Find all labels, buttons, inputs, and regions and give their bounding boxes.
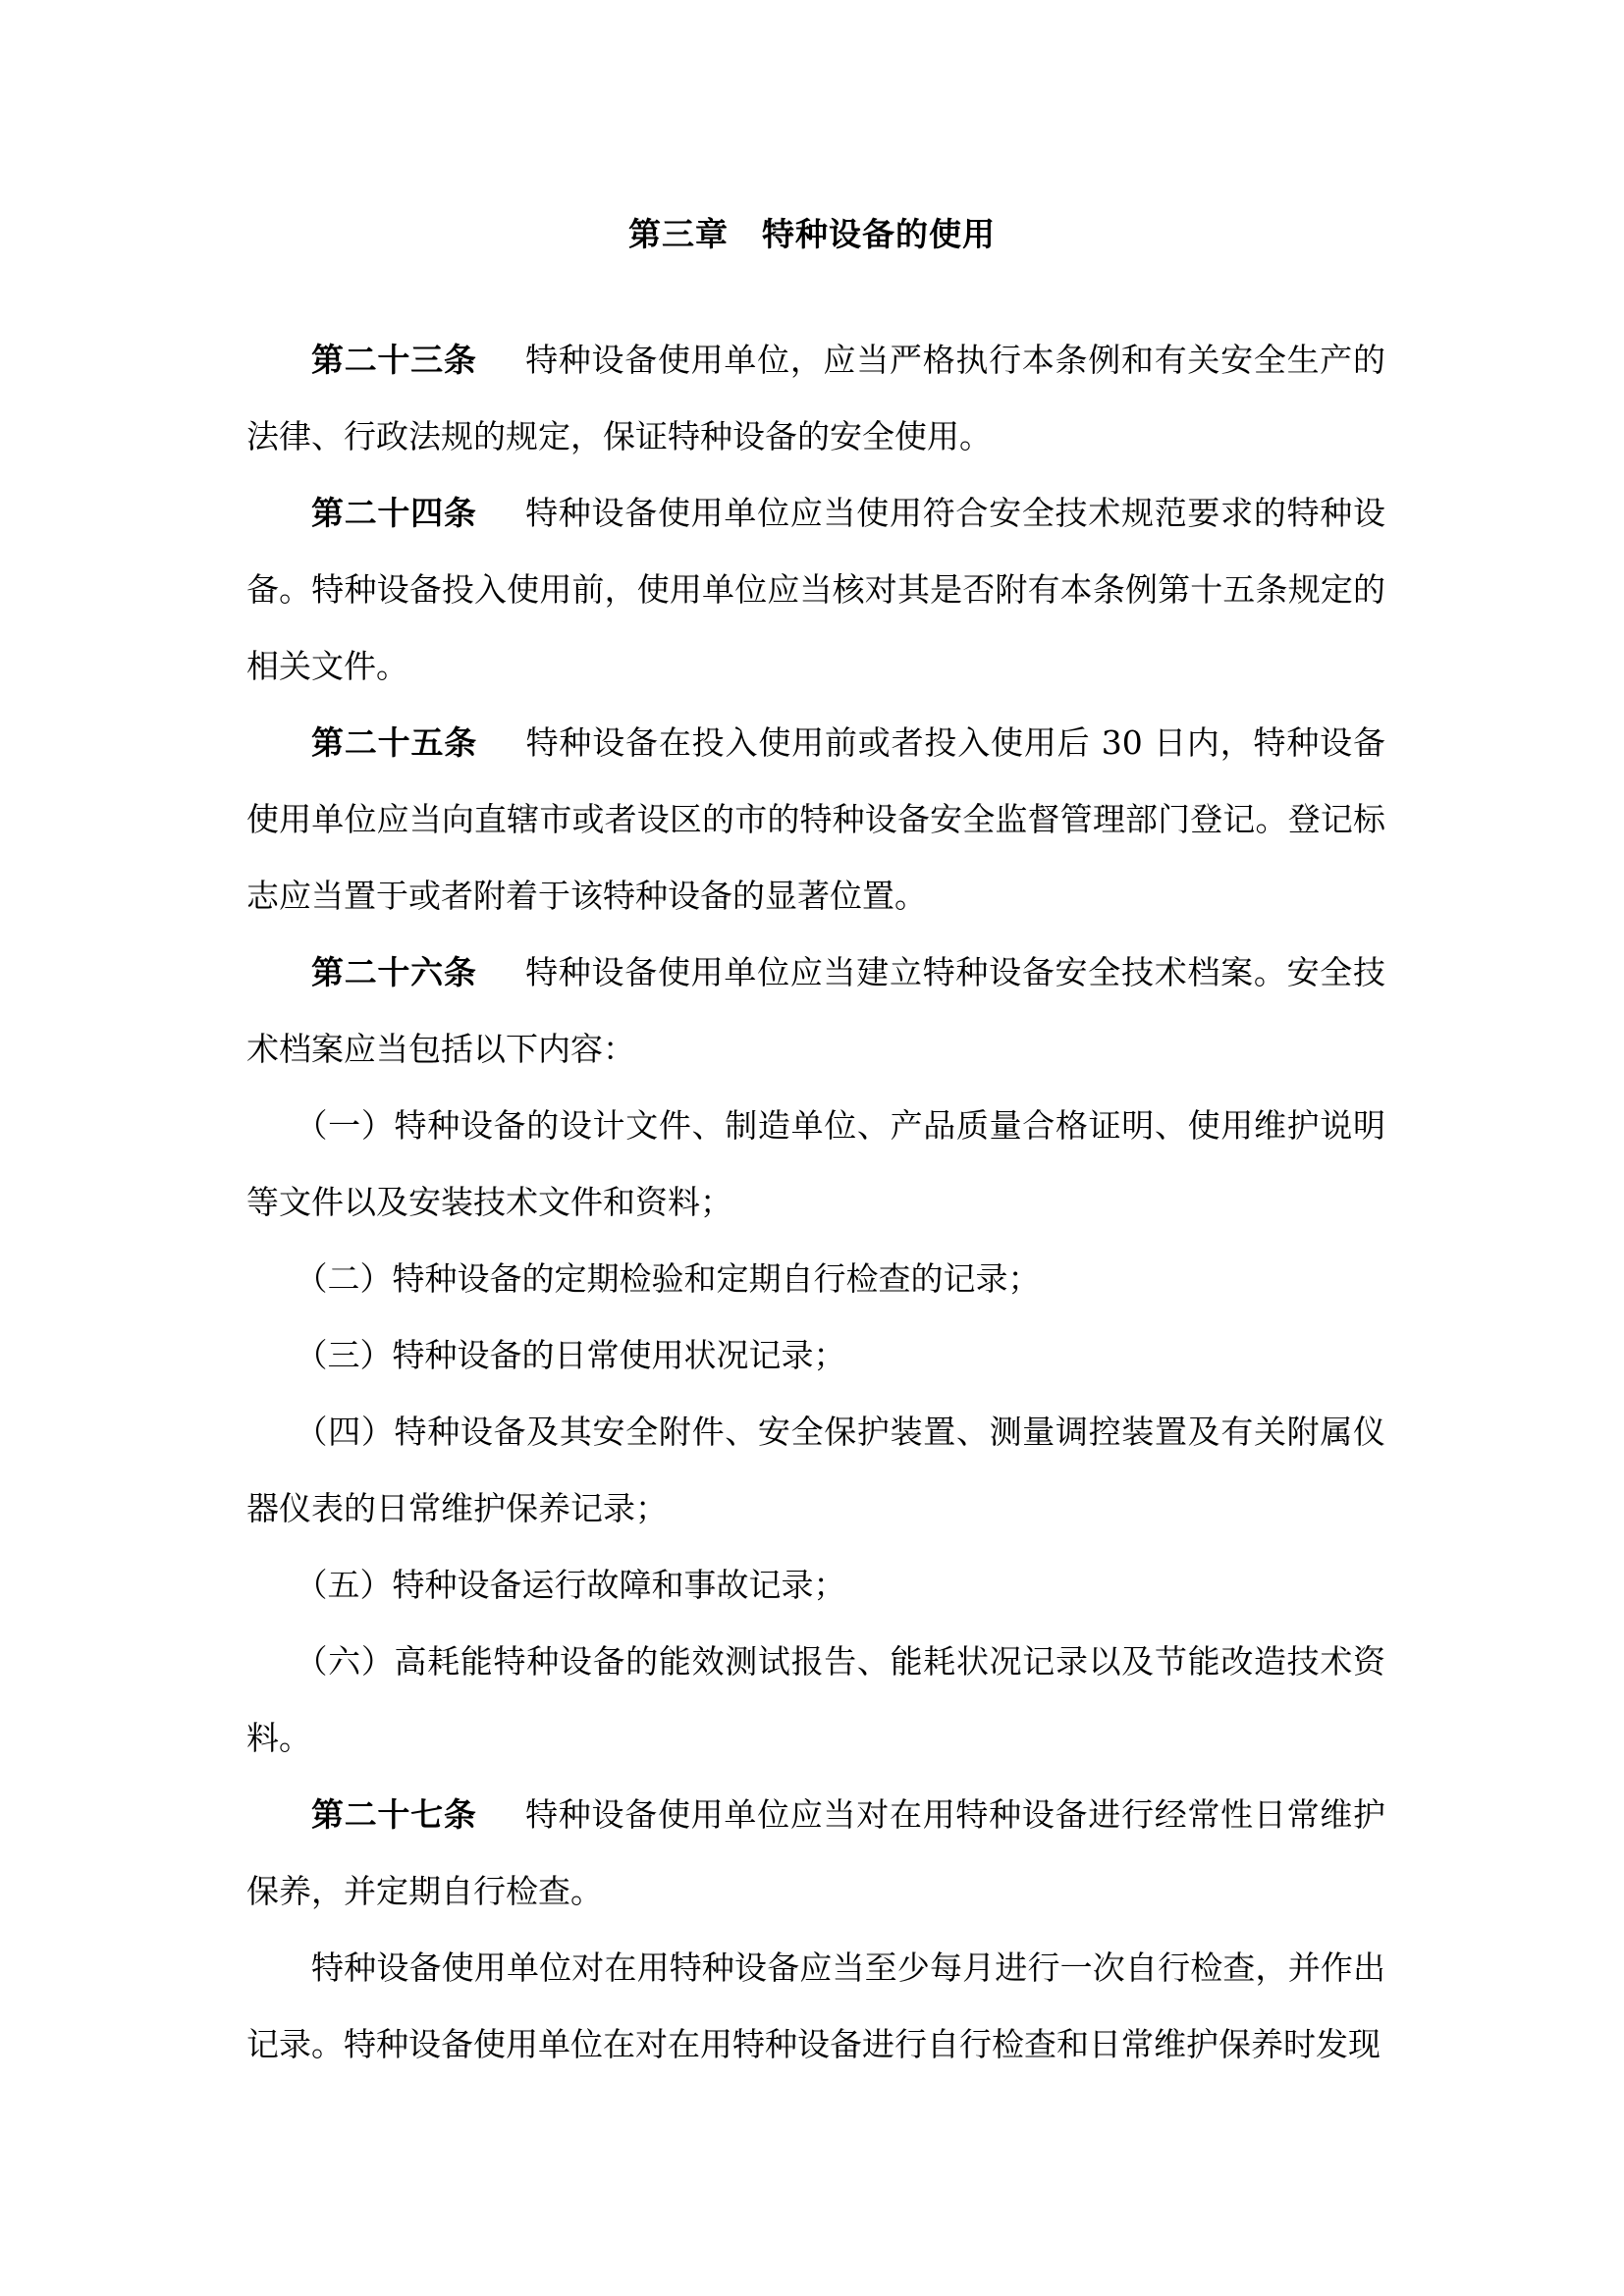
article-number: 第二十七条 (311, 1795, 477, 1834)
article-27 (246, 1777, 1385, 1930)
list-item-4: （四）特种设备及其安全附件、安全保护装置、测量调控装置及有关附属仪器仪表的日常维护保养记录； (246, 1413, 1385, 1527)
article-24 (246, 475, 1385, 705)
list-item-1: （一）特种设备的设计文件、制造单位、产品质量合格证明、使用维护说明等文件以及安装技术文件和资料； (246, 1106, 1385, 1221)
paragraph-continuation: 特种设备使用单位对在用特种设备应当至少每月进行一次自行检查，并作出记录。特种设备使用单位在对在用特种设备进行自行检查和日常维护保养时发现 (246, 1949, 1385, 2063)
article-number: 第二十三条 (311, 341, 477, 379)
list-item-2: （二）特种设备的定期检验和定期自行检查的记录； (295, 1259, 1041, 1298)
article-number: 第二十四条 (311, 494, 477, 532)
document-body (246, 322, 1385, 2083)
article-text: 特种设备使用单位应当使用符合安全技术规范要求的特种设备。特种设备投入使用前，使用单位应当核对其是否附有本条例第十五条规定的相关文件。 (246, 494, 1386, 685)
article-23 (246, 322, 1385, 475)
article-25 (246, 705, 1385, 934)
article-text: 特种设备使用单位，应当严格执行本条例和有关安全生产的法律、行政法规的规定，保证特种设备的安全使用。 (246, 341, 1386, 455)
article-26 (246, 934, 1385, 1088)
article-text: 特种设备使用单位应当建立特种设备安全技术档案。安全技术档案应当包括以下内容： (246, 953, 1386, 1068)
article-number: 第二十五条 (311, 723, 478, 762)
chapter-title: 第三章 特种设备的使用 (628, 215, 996, 253)
list-item-5: （五）特种设备运行故障和事故记录； (295, 1566, 846, 1604)
article-number: 第二十六条 (311, 953, 477, 991)
article-text: 特种设备在投入使用前或者投入使用后 30 日内，特种设备使用单位应当向直辖市或者设区的市的特种设备安全监督管理部门登记。登记标志应当置于或者附着于该特种设备的显著位置。 (246, 723, 1385, 915)
article-text: 特种设备使用单位应当对在用特种设备进行经常性日常维护保养，并定期自行检查。 (246, 1795, 1386, 1910)
list-item-6: （六）高耗能特种设备的能效测试报告、能耗状况记录以及节能改造技术资料。 (246, 1642, 1385, 1757)
list-item-3: （三）特种设备的日常使用状况记录； (295, 1336, 846, 1374)
